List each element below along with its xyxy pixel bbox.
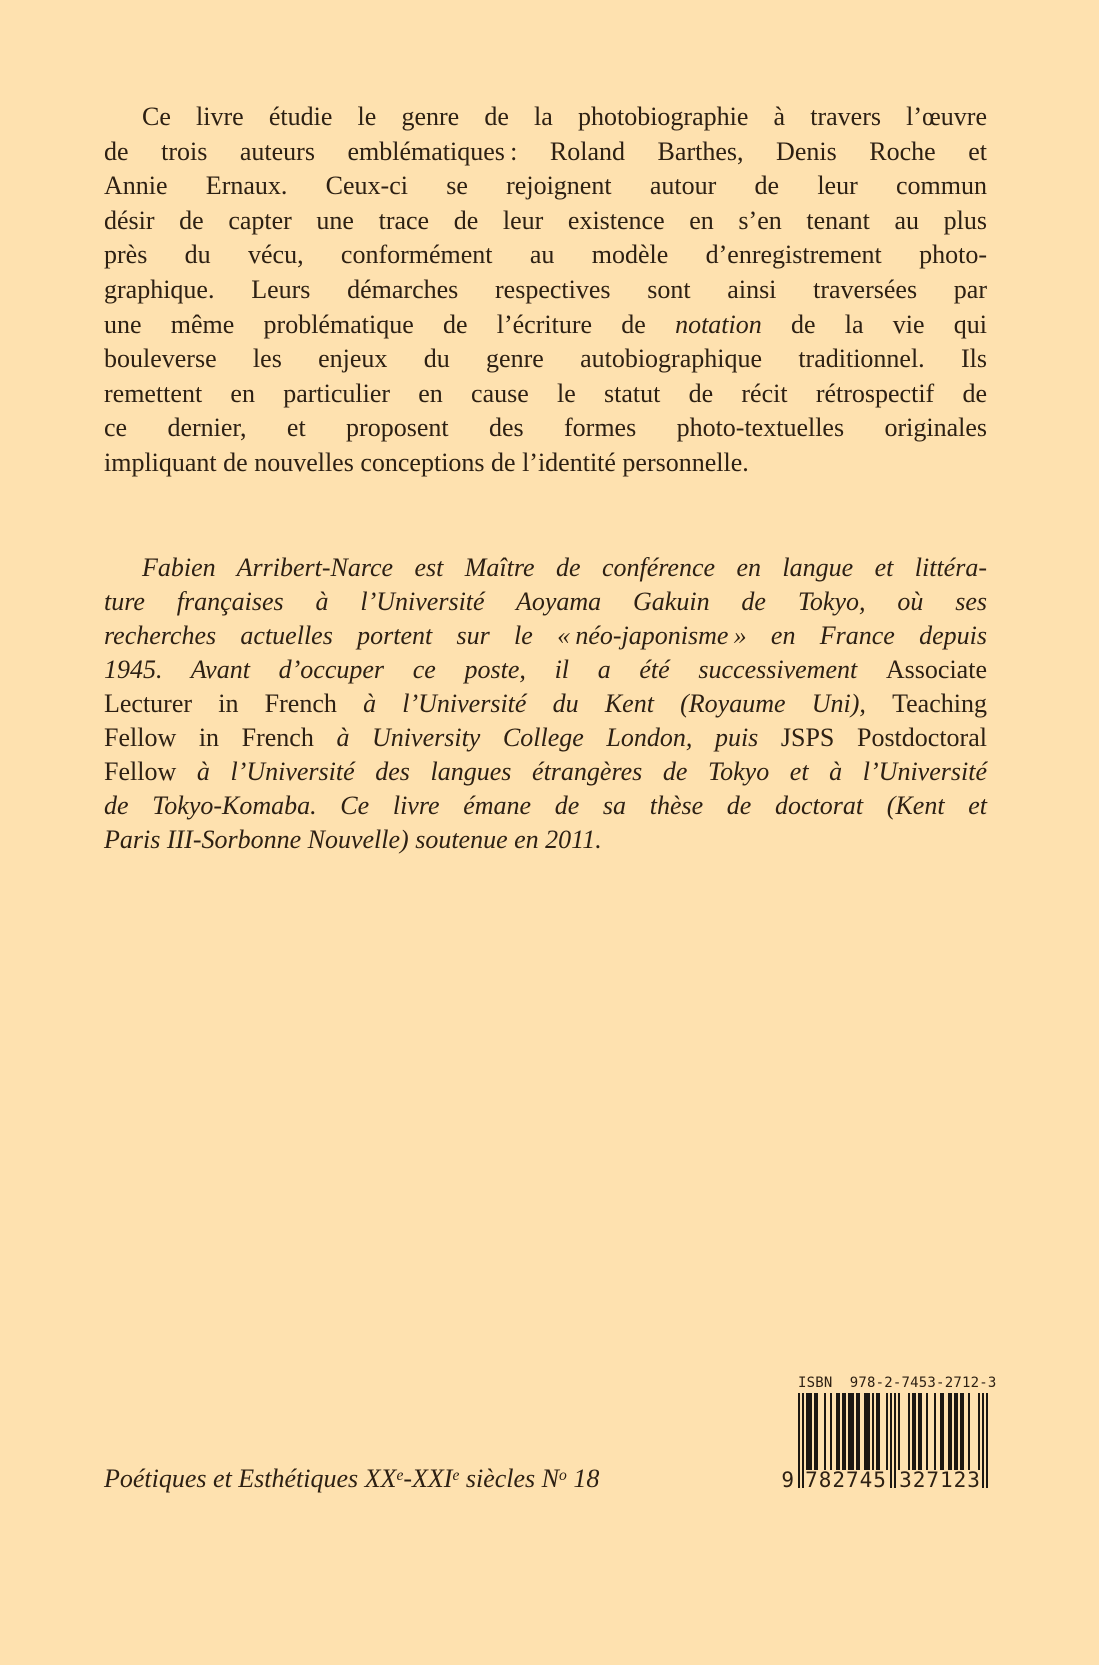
text-segment: e xyxy=(396,1466,404,1484)
text-line xyxy=(104,377,987,412)
text-segment: e xyxy=(452,1466,460,1484)
text-segment: bouleverse les enjeux du genre autobiographique traditionnel. Ils xyxy=(104,344,987,374)
text-segment: de trois auteurs emblématiques : Roland Barthes, Denis Roche et xyxy=(104,136,987,166)
text-segment: ture françaises à l’Université Aoyama Gakuin de Tokyo, où ses xyxy=(104,587,987,616)
text-line xyxy=(104,446,987,481)
text-segment: Teaching xyxy=(892,689,987,718)
text-segment: à l’Université du Kent (Royaume Uni), xyxy=(363,689,893,718)
text-line xyxy=(104,273,987,308)
text-line xyxy=(104,687,987,721)
text-segment: Ce livre étudie le genre de la photobiographie à travers l’œuvre xyxy=(142,102,987,131)
series-title xyxy=(104,1463,599,1499)
text-line xyxy=(104,135,987,170)
text-segment: JSPS Postdoctoral xyxy=(780,723,987,752)
text-segment: de Tokyo-Komaba. Ce livre émane de sa thèse de doctorat (Kent et xyxy=(104,791,987,820)
text-segment: à l’Université des langues étrangères de Tokyo et à l’Université xyxy=(196,757,987,786)
isbn-barcode-block xyxy=(778,1375,997,1497)
text-line xyxy=(104,308,987,343)
text-line xyxy=(104,823,987,857)
text-line xyxy=(104,411,987,446)
text-line xyxy=(104,238,987,273)
text-segment: remettent en particulier en cause le statut de récit rétrospectif de xyxy=(104,378,987,408)
barcode-digits-left: 782745 xyxy=(805,1468,887,1492)
text-segment: Poétiques et Esthétiques XX xyxy=(104,1464,397,1493)
text-segment: près du vécu, conformément au modèle d’enregistrement photo- xyxy=(104,240,987,270)
text-line xyxy=(104,551,987,585)
barcode-digits-right: 327123 xyxy=(899,1468,981,1492)
text-line xyxy=(104,789,987,823)
text-segment: Lecturer in French xyxy=(104,689,364,718)
text-segment: à University College London, puis xyxy=(336,723,781,752)
text-segment: 1945. Avant d’occuper ce poste, il a été successivement xyxy=(104,655,886,684)
text-segment: Associate xyxy=(885,655,987,684)
text-segment: Fabien Arribert-Narce est Maître de conférence en langue et littéra- xyxy=(142,553,987,582)
text-line xyxy=(104,619,987,653)
text-segment: Annie Ernaux. Ceux-ci se rejoignent autour de leur commun xyxy=(104,171,987,201)
text-segment: Fellow xyxy=(104,757,197,786)
text-segment: recherches actuelles portent sur le « néo-japonisme » en France depuis xyxy=(104,621,987,650)
text-line xyxy=(104,100,987,135)
barcode-digit-first: 9 xyxy=(781,1468,794,1492)
barcode-bar xyxy=(986,1393,988,1488)
text-line xyxy=(104,585,987,619)
text-segment: Paris III-Sorbonne Nouvelle) soutenue en 2011. xyxy=(104,825,602,854)
text-segment: -XXI xyxy=(403,1464,453,1493)
text-segment: impliquant de nouvelles conceptions de l’identité personnelle. xyxy=(104,447,749,477)
text-segment: une même problématique de l’écriture de xyxy=(104,309,676,339)
text-segment: 18 xyxy=(566,1464,600,1493)
isbn-label: ISBN 978-2-7453-2712-3 xyxy=(798,1375,997,1391)
text-line xyxy=(104,653,987,687)
synopsis-paragraph xyxy=(104,100,987,481)
author-bio-paragraph xyxy=(104,551,987,857)
text-line xyxy=(104,169,987,204)
text-segment: siècles N xyxy=(459,1464,560,1493)
text-segment: Fellow in French xyxy=(104,723,337,752)
text-line xyxy=(104,755,987,789)
text-line xyxy=(104,342,987,377)
text-segment: désir de capter une trace de leur existence en s’en tenant au plus xyxy=(104,205,987,235)
text-line xyxy=(104,204,987,239)
text-segment: de la vie qui xyxy=(761,309,988,339)
text-segment: notation xyxy=(675,309,762,339)
text-segment: graphique. Leurs démarches respectives sont ainsi traversées par xyxy=(104,274,987,304)
text-segment: ce dernier, et proposent des formes photo-textuelles originales xyxy=(104,413,987,443)
text-segment: o xyxy=(559,1466,567,1484)
text-line xyxy=(104,721,987,755)
